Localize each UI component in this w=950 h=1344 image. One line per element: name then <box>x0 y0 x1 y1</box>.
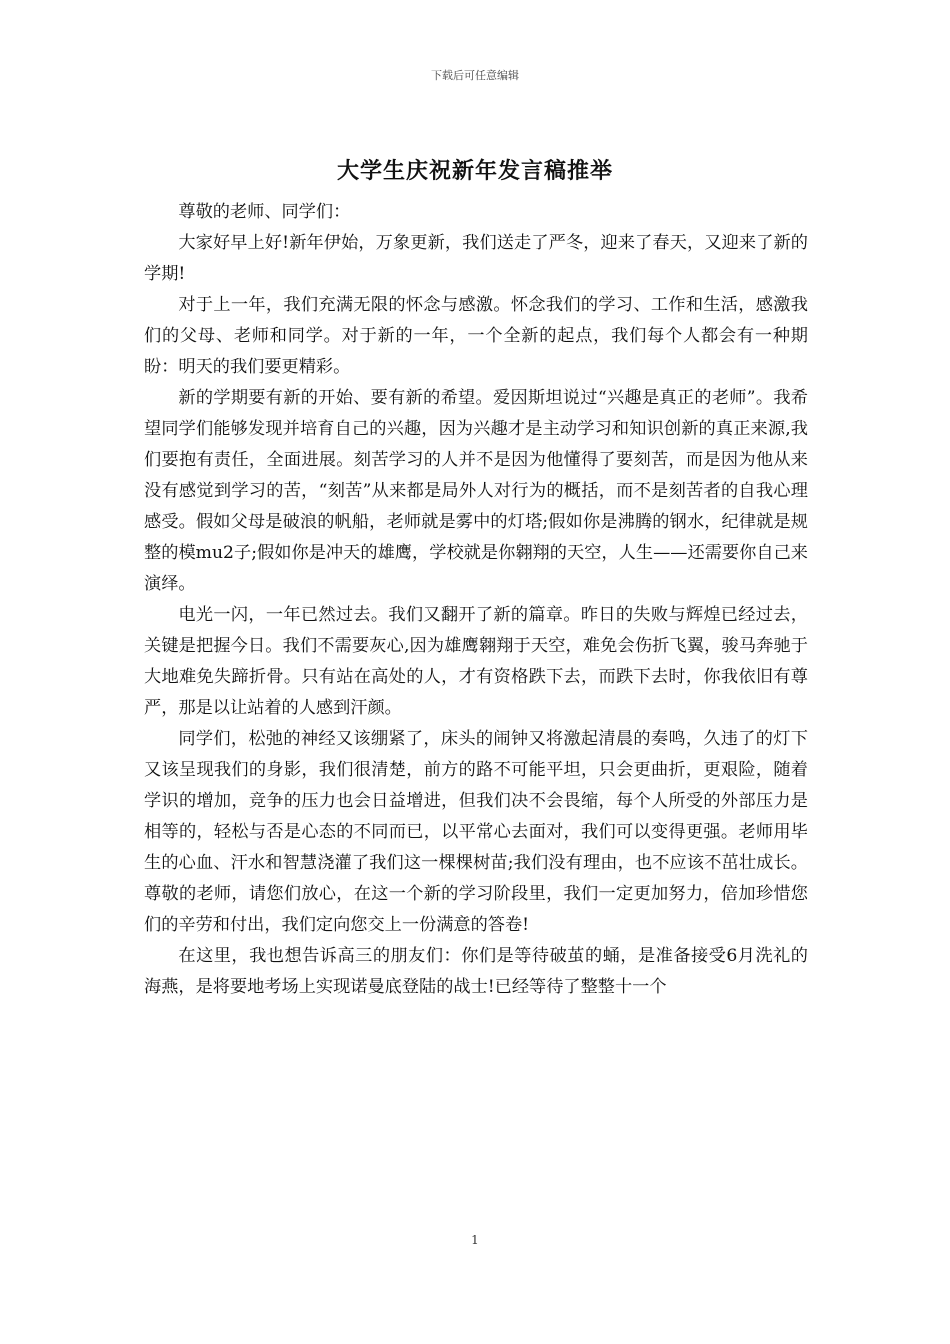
document-body <box>144 197 808 1003</box>
body-paragraph: 对于上一年，我们充满无限的怀念与感激。怀念我们的学习、工作和生活，感激我们的父母、老师和同学。对于新的一年，一个全新的起点，我们每个人都会有一种期盼：明天的我们要更精彩。 <box>144 295 808 377</box>
body-paragraph: 大家好早上好!新年伊始，万象更新，我们送走了严冬，迎来了春天，又迎来了新的学期! <box>144 233 808 284</box>
document-title: 大学生庆祝新年发言稿推举 <box>336 159 613 184</box>
page-header-note: 下载后可任意编辑 <box>431 69 519 82</box>
body-paragraph: 电光一闪，一年已然过去。我们又翻开了新的篇章。昨日的失败与辉煌已经过去，关键是把握今日。我们不需要灰心,因为雄鹰翱翔于天空，难免会伤折飞翼，骏马奔驰于大地难免失蹄折骨。只有站在高处的人，才有资格跌下去，而跌下去时，你我依旧有尊严，那是以让站着的人感到汗颜。 <box>144 605 808 718</box>
body-paragraph: 在这里，我也想告诉高三的朋友们：你们是等待破茧的蛹，是准备接受6月洗礼的海燕，是将要地考场上实现诺曼底登陆的战士!已经等待了整整十一个 <box>144 946 808 997</box>
salutation-paragraph: 尊敬的老师、同学们： <box>178 202 351 222</box>
page-number: 1 <box>471 1233 479 1247</box>
body-paragraph: 同学们，松弛的神经又该绷紧了，床头的闹钟又将激起清晨的奏鸣，久违了的灯下又该呈现我们的身影，我们很清楚，前方的路不可能平坦，只会更曲折，更艰险，随着学识的增加，竞争的压力也会日益增进，但我们决不会畏缩，每个人所受的外部压力是相等的，轻松与否是心态的不同而已，以平常心去面对，我们可以变得更强。老师用毕生的心血、汗水和智慧浇灌了我们这一棵棵树苗;我们没有理由，也不应该不茁壮成长。尊敬的老师，请您们放心，在这一个新的学习阶段里，我们一定更加努力，倍加珍惜您们的辛劳和付出，我们定向您交上一份满意的答卷! <box>144 729 808 935</box>
body-paragraph: 新的学期要有新的开始、要有新的希望。爱因斯坦说过“兴趣是真正的老师”。我希望同学们能够发现并培育自己的兴趣，因为兴趣才是主动学习和知识创新的真正来源,我们要抱有责任，全面进展。刻苦学习的人并不是因为他懂得了要刻苦，而是因为他从来没有感觉到学习的苦，“刻苦”从来都是局外人对行为的概括，而不是刻苦者的自我心理感受。假如父母是破浪的帆船，老师就是雾中的灯塔;假如你是沸腾的钢水，纪律就是规整的模mu2子;假如你是冲天的雄鹰，学校就是你翱翔的天空，人生——还需要你自己来演绎。 <box>144 388 808 594</box>
